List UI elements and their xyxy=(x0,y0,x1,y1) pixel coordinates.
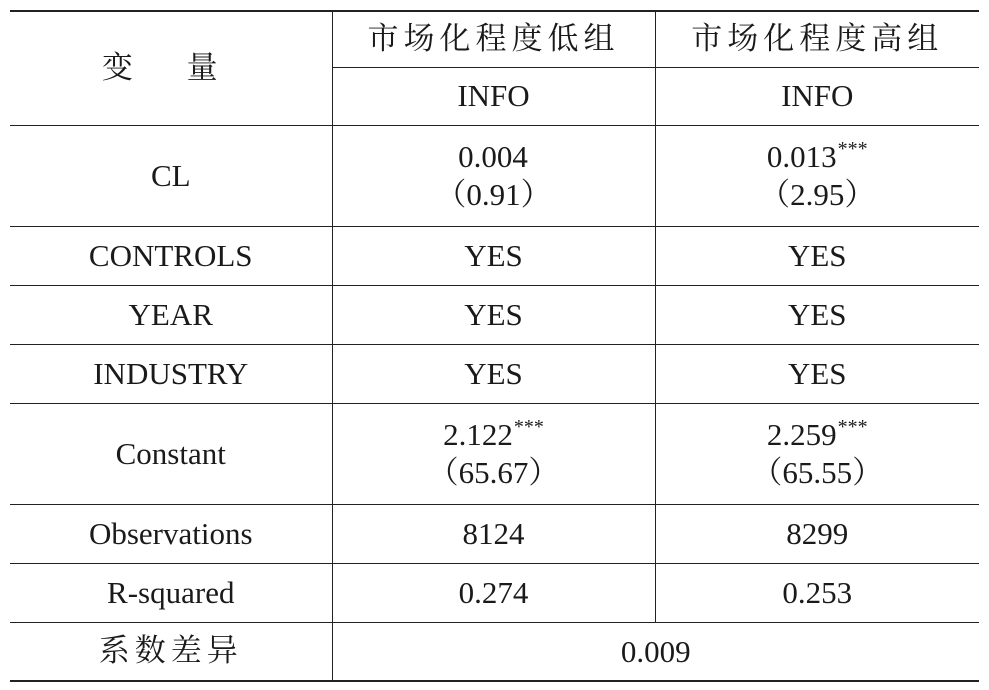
row-label: INDUSTRY xyxy=(10,344,332,403)
regression-table xyxy=(10,10,979,682)
dep-var-low: INFO xyxy=(332,67,655,125)
coefficient xyxy=(333,138,655,175)
t-statistic: （65.67） xyxy=(427,454,560,490)
cell-high xyxy=(655,125,979,226)
cell-low: YES xyxy=(332,226,655,285)
t-statistic: （0.91） xyxy=(435,176,552,212)
row-label: YEAR xyxy=(10,285,332,344)
dep-var-high: INFO xyxy=(655,67,979,125)
coefficient xyxy=(656,416,980,453)
coef-value: 2.259 xyxy=(766,417,837,453)
row-label: Observations xyxy=(10,504,332,563)
header-row-groups xyxy=(10,11,979,67)
table-row-constant xyxy=(10,403,979,504)
coefficient xyxy=(333,416,655,453)
significance-stars: *** xyxy=(513,416,544,439)
significance-stars: *** xyxy=(837,138,868,161)
cell-high: YES xyxy=(655,226,979,285)
table-row-industry xyxy=(10,344,979,403)
table-row-controls xyxy=(10,226,979,285)
cell-high: 8299 xyxy=(655,504,979,563)
table-row-year xyxy=(10,285,979,344)
cell-high: YES xyxy=(655,285,979,344)
cell-low: 8124 xyxy=(332,504,655,563)
diff-value: 0.009 xyxy=(332,622,979,681)
coef-value: 2.122 xyxy=(443,417,513,453)
cell-low: 0.274 xyxy=(332,563,655,622)
row-label: 系数差异 xyxy=(10,622,332,681)
group-low-header: 市场化程度低组 xyxy=(332,11,655,67)
t-statistic: （2.95） xyxy=(759,176,876,212)
cell-high xyxy=(655,403,979,504)
row-label: CONTROLS xyxy=(10,226,332,285)
table-row-cl xyxy=(10,125,979,226)
cell-high: YES xyxy=(655,344,979,403)
variable-header: 变 量 xyxy=(10,11,332,125)
cell-low xyxy=(332,403,655,504)
group-high-header: 市场化程度高组 xyxy=(655,11,979,67)
cell-low: YES xyxy=(332,344,655,403)
table-row-coefficient-difference xyxy=(10,622,979,681)
row-label: Constant xyxy=(10,403,332,504)
row-label: CL xyxy=(10,125,332,226)
coef-value: 0.004 xyxy=(458,139,528,175)
row-label: R-squared xyxy=(10,563,332,622)
t-statistic: （65.55） xyxy=(751,454,884,490)
significance-stars: *** xyxy=(837,416,868,439)
coefficient xyxy=(656,138,980,175)
table-row-observations xyxy=(10,504,979,563)
cell-low: YES xyxy=(332,285,655,344)
coef-value: 0.013 xyxy=(766,139,837,175)
cell-low xyxy=(332,125,655,226)
cell-high: 0.253 xyxy=(655,563,979,622)
table-row-r-squared xyxy=(10,563,979,622)
